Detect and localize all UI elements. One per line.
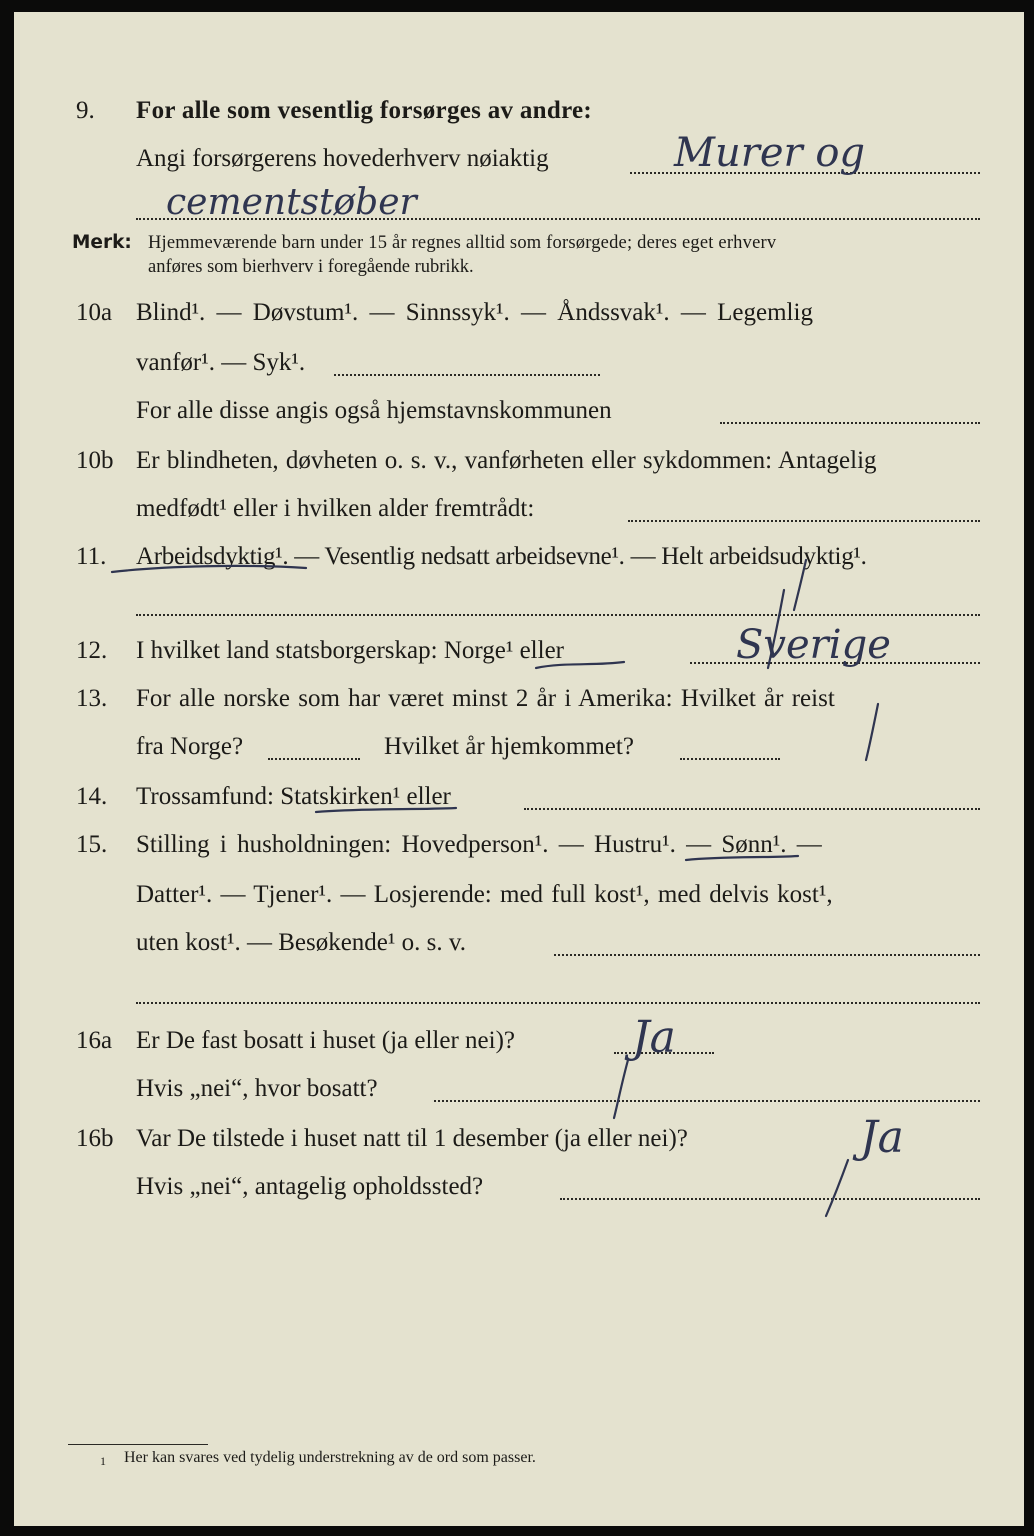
handwritten-pen-marks	[14, 12, 1024, 1526]
statskirken-underline	[316, 808, 456, 812]
q9-number: 9.	[76, 97, 95, 124]
q16a-text-line1: Er De fast bosatt i huset (ja eller nei)?	[136, 1027, 516, 1054]
q9-handwritten-answer-line2: cementstøber	[166, 182, 417, 223]
q10a-text-line1: Blind¹. — Døvstum¹. — Sinnssyk¹. — Åndssvak¹. — Legemlig	[136, 299, 813, 326]
q14-number: 14.	[76, 783, 108, 810]
q12-number: 12.	[76, 637, 108, 664]
footnote-mark: 1	[100, 1454, 106, 1468]
footnote-rule	[68, 1444, 208, 1445]
q10b-text-line2: medfødt¹ eller i hvilken alder fremtrådt:	[136, 495, 535, 522]
q10b-text-line1: Er blindheten, døvheten o. s. v., vanførheten eller sykdommen: Antagelig	[136, 447, 877, 474]
q10a-text-line2: vanfør¹. — Syk¹.	[136, 349, 306, 376]
q11-slash-mark	[794, 560, 806, 610]
q10b-number: 10b	[76, 447, 114, 474]
arbeidsdyktig-underline	[112, 566, 306, 572]
census-form-page	[14, 12, 1024, 1526]
q15-number: 15.	[76, 831, 108, 858]
q16b-ditto-stroke	[826, 1160, 848, 1216]
q16a-number: 16a	[76, 1027, 113, 1054]
q14-text-line1: Trossamfund: Statskirken¹ eller	[136, 783, 451, 810]
q13-text-line1: For alle norske som har været minst 2 år i Amerika: Hvilket år reist	[136, 685, 835, 712]
q10a-number: 10a	[76, 299, 113, 326]
q12-handwritten-answer: Sverige	[736, 622, 891, 668]
q16b-text-line2: Hvis „nei“, antagelig opholdssted?	[136, 1173, 484, 1200]
q16b-number: 16b	[76, 1125, 114, 1152]
q15-text-line2: Datter¹. — Tjener¹. — Losjerende: med full kost¹, med delvis kost¹,	[136, 881, 833, 908]
q10a-text-line3: For alle disse angis også hjemstavnskommunen	[136, 397, 612, 424]
hustru-underline	[686, 856, 798, 860]
q12-norge-strike	[536, 662, 624, 668]
q16a-text-line2: Hvis „nei“, hvor bosatt?	[136, 1075, 378, 1102]
q13-text-line2a: fra Norge?	[136, 733, 244, 760]
q16b-handwritten-answer: Ja	[860, 1112, 904, 1163]
merk-label: Merk:	[72, 232, 132, 253]
q11-number: 11.	[76, 543, 107, 570]
q12-sverige-tail	[768, 590, 784, 668]
q12-text-line1: I hvilket land statsborgerskap: Norge¹ eller	[136, 637, 564, 664]
q15-text-line1: Stilling i husholdningen: Hovedperson¹. — Hustru¹. — Sønn¹. —	[136, 831, 822, 858]
q16a-handwritten-answer: Ja	[632, 1012, 676, 1063]
q13-text-line2b: Hvilket år hjemkommet?	[384, 733, 634, 760]
q9-text-line1: For alle som vesentlig forsørges av andre:	[136, 97, 593, 124]
footnote-text: Her kan svares ved tydelig understrekning av de ord som passer.	[124, 1449, 536, 1466]
q16b-text-line1: Var De tilstede i huset natt til 1 desember (ja eller nei)?	[136, 1125, 688, 1152]
q9-text-line2: Angi forsørgerens hovederhverv nøiaktig	[136, 145, 549, 172]
q9-handwritten-answer-line1: Murer og	[674, 130, 866, 176]
q13-slash-mark	[866, 704, 878, 760]
q13-number: 13.	[76, 685, 108, 712]
merk-text-line2: anføres som bierhverv i foregående rubrikk.	[148, 257, 474, 277]
q16a-ditto-stroke	[614, 1060, 628, 1118]
q11-text-line1: Arbeidsdyktig¹. — Vesentlig nedsatt arbeidsevne¹. — Helt arbeidsudyktig¹.	[136, 543, 867, 570]
q15-text-line3: uten kost¹. — Besøkende¹ o. s. v.	[136, 929, 467, 956]
merk-text-line1: Hjemmeværende barn under 15 år regnes alltid som forsørgede; deres eget erhverv	[148, 233, 777, 253]
